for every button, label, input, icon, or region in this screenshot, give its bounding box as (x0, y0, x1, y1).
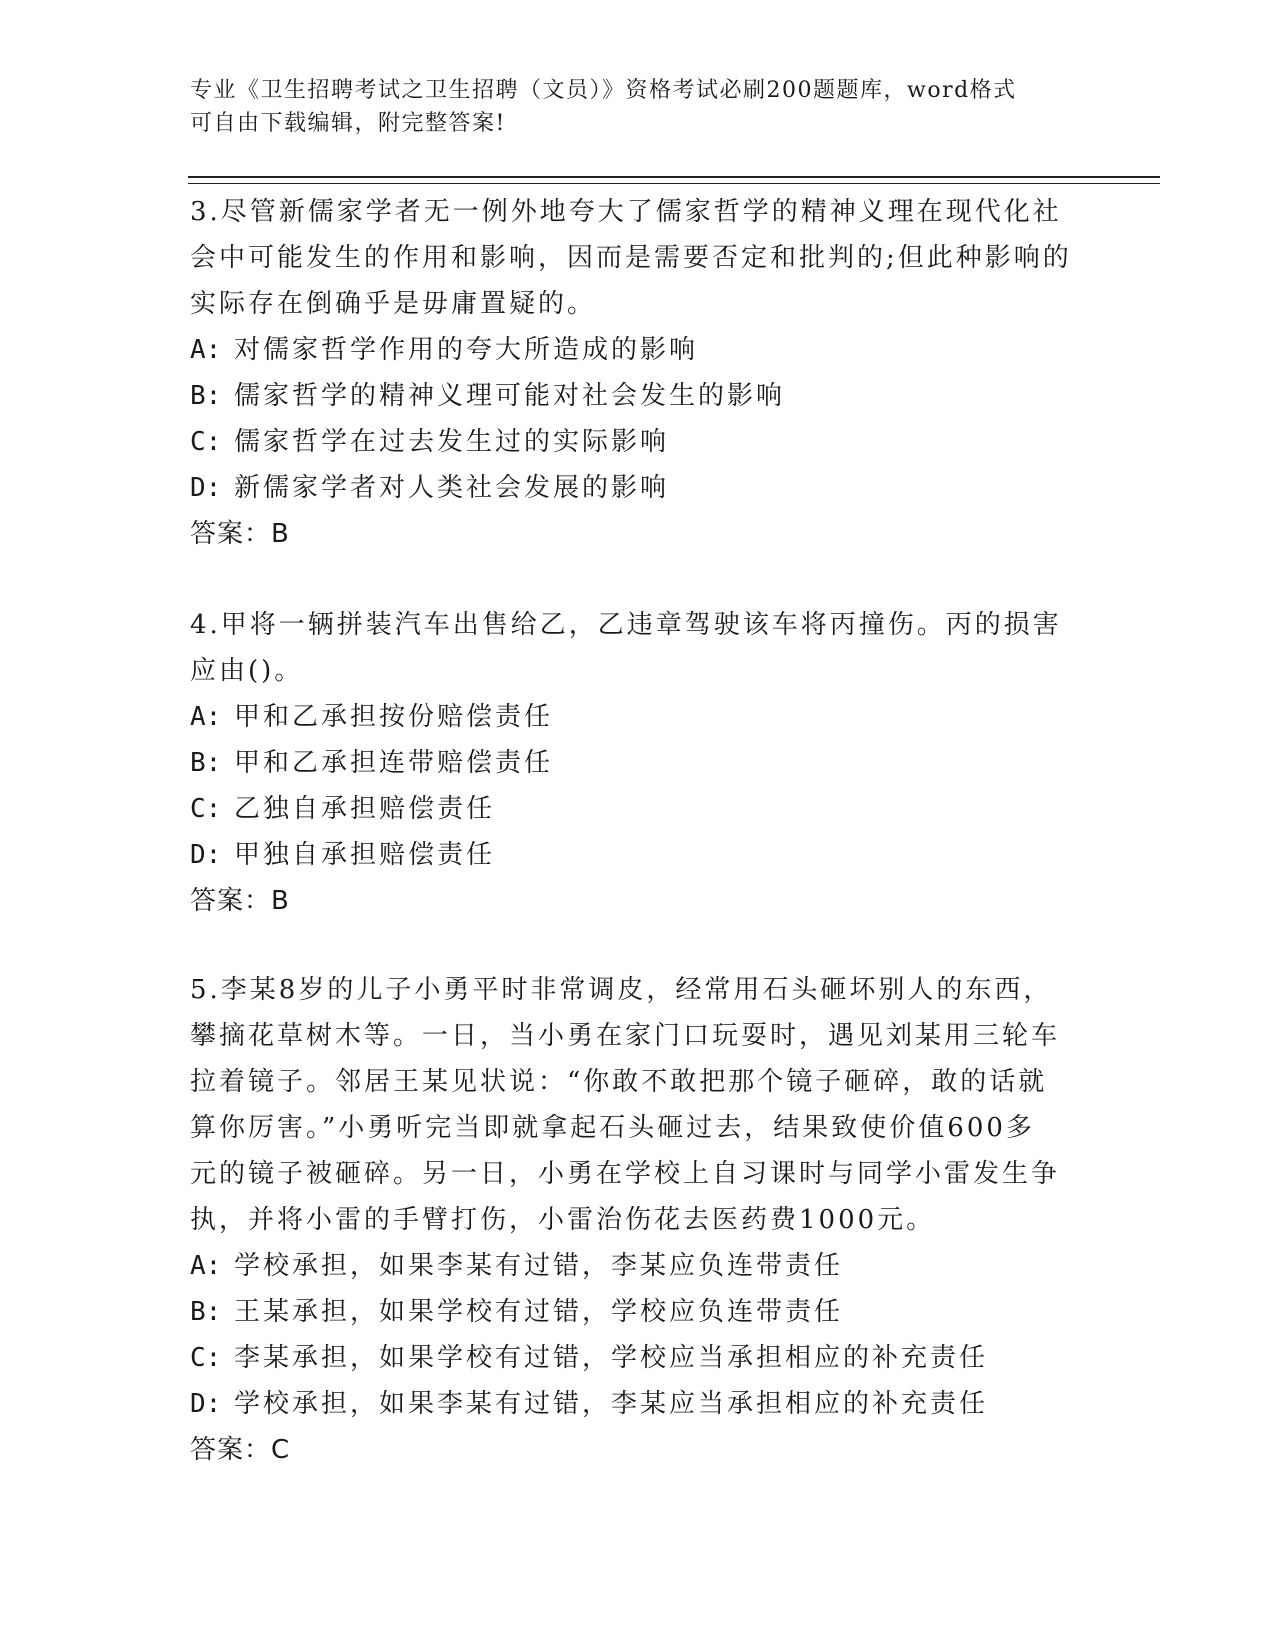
question-stem (190, 967, 1090, 1243)
option-text: 甲和乙承担按份赔偿责任 (234, 702, 554, 732)
stem-line: 4.甲将一辆拼装汽车出售给乙，乙违章驾驶该车将丙撞伤。丙的损害 (190, 610, 1062, 640)
stem-line: 应由()。 (190, 656, 304, 686)
option-text: 甲独自承担赔偿责任 (234, 840, 496, 870)
option-letter: D: (190, 473, 222, 503)
option-letter: B: (190, 748, 222, 778)
answer: 答案：C (190, 1435, 291, 1465)
option-text: 李某承担，如果学校有过错，学校应当承担相应的补充责任 (234, 1343, 989, 1373)
option-text: 王某承担，如果学校有过错，学校应负连带责任 (234, 1297, 844, 1327)
stem-line: 3.尽管新儒家学者无一例外地夸大了儒家哲学的精神义理在现代化社 (190, 197, 1062, 227)
header-line-2: 可自由下载编辑，附完整答案! (190, 111, 506, 136)
option-d (190, 465, 1090, 511)
option-letter: D: (190, 1389, 222, 1419)
option-letter: A: (190, 702, 222, 732)
stem-line: 算你厉害。”小勇听完当即就拿起石头砸过去，结果致使价值600多 (190, 1113, 1035, 1143)
option-a (190, 694, 1090, 740)
option-letter: A: (190, 335, 222, 365)
option-b (190, 1289, 1090, 1335)
question-stem (190, 189, 1090, 327)
option-letter: C: (190, 1343, 222, 1373)
header-divider-thick (188, 176, 1160, 178)
option-letter: C: (190, 794, 222, 824)
document-header (190, 74, 1090, 140)
question-5 (190, 967, 1090, 1473)
question-4 (190, 602, 1090, 924)
stem-line: 实际存在倒确乎是毋庸置疑的。 (190, 289, 597, 319)
option-text: 学校承担，如果李某有过错，李某应当承担相应的补充责任 (234, 1389, 989, 1419)
option-d (190, 832, 1090, 878)
answer: 答案：B (190, 519, 290, 549)
option-letter: B: (190, 1297, 222, 1327)
option-text: 儒家哲学的精神义理可能对社会发生的影响 (234, 381, 786, 411)
option-text: 甲和乙承担连带赔偿责任 (234, 748, 554, 778)
option-d (190, 1381, 1090, 1427)
option-a (190, 327, 1090, 373)
question-stem (190, 602, 1090, 694)
option-text: 对儒家哲学作用的夸大所造成的影响 (234, 335, 699, 365)
header-divider-thin (188, 183, 1160, 184)
option-text: 新儒家学者对人类社会发展的影响 (234, 473, 670, 503)
stem-line: 拉着镜子。邻居王某见状说：“你敢不敢把那个镜子砸碎，敢的话就 (190, 1067, 1048, 1097)
answer: 答案：B (190, 886, 290, 916)
header-line-1: 专业《卫生招聘考试之卫生招聘（文员）》资格考试必刷200题题库，word格式 (190, 78, 1017, 103)
option-letter: A: (190, 1251, 222, 1281)
option-b (190, 373, 1090, 419)
option-letter: B: (190, 381, 222, 411)
option-letter: C: (190, 427, 222, 457)
question-3 (190, 189, 1090, 557)
option-letter: D: (190, 840, 222, 870)
option-b (190, 740, 1090, 786)
stem-line: 执，并将小雷的手臂打伤，小雷治伤花去医药费1000元。 (190, 1205, 936, 1235)
option-c (190, 1335, 1090, 1381)
option-text: 乙独自承担赔偿责任 (234, 794, 496, 824)
stem-line: 会中可能发生的作用和影响，因而是需要否定和批判的;但此种影响的 (190, 243, 1072, 273)
option-text: 儒家哲学在过去发生过的实际影响 (234, 427, 670, 457)
option-a (190, 1243, 1090, 1289)
stem-line: 5.李某8岁的儿子小勇平时非常调皮，经常用石头砸坏别人的东西， (190, 975, 1053, 1005)
stem-line: 元的镜子被砸碎。另一日，小勇在学校上自习课时与同学小雷发生争 (190, 1159, 1061, 1189)
option-text: 学校承担，如果李某有过错，李某应负连带责任 (234, 1251, 844, 1281)
option-c (190, 419, 1090, 465)
stem-line: 攀摘花草树木等。一日，当小勇在家门口玩耍时，遇见刘某用三轮车 (190, 1021, 1061, 1051)
option-c (190, 786, 1090, 832)
